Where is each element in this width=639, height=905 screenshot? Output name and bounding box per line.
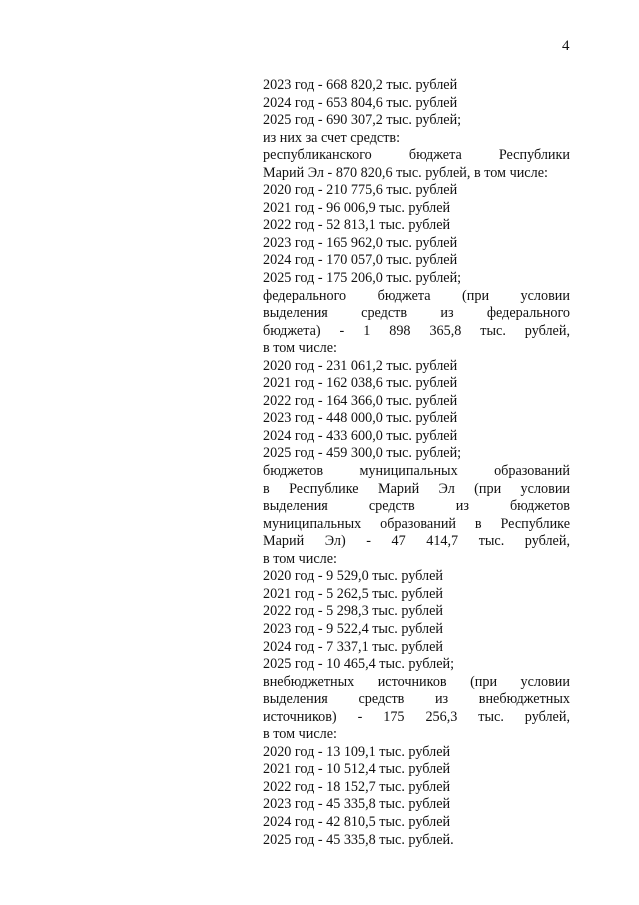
text-line: Марий Эл - 870 820,6 тыс. рублей, в том числе: [263, 164, 548, 181]
text-line: источников) - 175 256,3 тыс. рублей, [263, 708, 570, 725]
text-line: Марий Эл) - 47 414,7 тыс. рублей, [263, 533, 570, 550]
text-line: 2025 год - 45 335,8 тыс. рублей. [263, 831, 454, 848]
text-line: внебюджетных источников (при условии [263, 673, 570, 690]
text-line: из них за счет средств: [263, 129, 401, 146]
page-number: 4 [562, 38, 570, 54]
text-line: 2020 год - 9 529,0 тыс. рублей [263, 568, 443, 585]
text-line: выделения средств из бюджетов [263, 498, 570, 515]
text-line: бюджетов муниципальных образований [263, 463, 570, 480]
text-line: в том числе: [263, 550, 337, 567]
text-line: 2020 год - 231 061,2 тыс. рублей [263, 357, 458, 374]
text-line: 2020 год - 13 109,1 тыс. рублей [263, 743, 451, 760]
text-line: 2024 год - 653 804,6 тыс. рублей [263, 94, 458, 111]
text-line: выделения средств из внебюджетных [263, 691, 570, 708]
text-line: 2022 год - 5 298,3 тыс. рублей [263, 603, 443, 620]
text-line: в Республике Марий Эл (при условии [263, 480, 570, 497]
text-line: в том числе: [263, 340, 337, 357]
text-line: 2022 год - 18 152,7 тыс. рублей [263, 778, 451, 795]
text-line: 2020 год - 210 775,6 тыс. рублей [263, 182, 458, 199]
text-line: 2023 год - 165 962,0 тыс. рублей [263, 234, 458, 251]
text-line: 2021 год - 162 038,6 тыс. рублей [263, 375, 458, 392]
text-line: 2024 год - 42 810,5 тыс. рублей [263, 813, 451, 830]
text-line: 2021 год - 10 512,4 тыс. рублей [263, 761, 451, 778]
text-line: 2021 год - 96 006,9 тыс. рублей [263, 199, 451, 216]
text-line: 2025 год - 459 300,0 тыс. рублей; [263, 445, 462, 462]
text-line: 2025 год - 690 307,2 тыс. рублей; [263, 112, 462, 129]
text-line: бюджета) - 1 898 365,8 тыс. рублей, [263, 322, 570, 339]
text-line: 2024 год - 170 057,0 тыс. рублей [263, 252, 458, 269]
text-line: 2024 год - 433 600,0 тыс. рублей [263, 427, 458, 444]
text-line: 2023 год - 9 522,4 тыс. рублей [263, 620, 443, 637]
text-line: 2024 год - 7 337,1 тыс. рублей [263, 638, 443, 655]
text-line: в том числе: [263, 726, 337, 743]
text-line: 2021 год - 5 262,5 тыс. рублей [263, 585, 443, 602]
text-line: 2025 год - 10 465,4 тыс. рублей; [263, 656, 455, 673]
text-line: выделения средств из федерального [263, 305, 570, 322]
text-line: 2023 год - 448 000,0 тыс. рублей [263, 410, 458, 427]
text-line: республиканского бюджета Республики [263, 147, 570, 164]
text-line: федерального бюджета (при условии [263, 287, 570, 304]
text-line: 2022 год - 164 366,0 тыс. рублей [263, 392, 458, 409]
text-line: 2023 год - 45 335,8 тыс. рублей [263, 796, 451, 813]
text-line: 2022 год - 52 813,1 тыс. рублей [263, 217, 451, 234]
text-line: 2025 год - 175 206,0 тыс. рублей; [263, 270, 462, 287]
text-line: 2023 год - 668 820,2 тыс. рублей [263, 77, 458, 93]
funding-text-block [263, 77, 570, 849]
text-line: муниципальных образований в Республике [263, 515, 570, 532]
